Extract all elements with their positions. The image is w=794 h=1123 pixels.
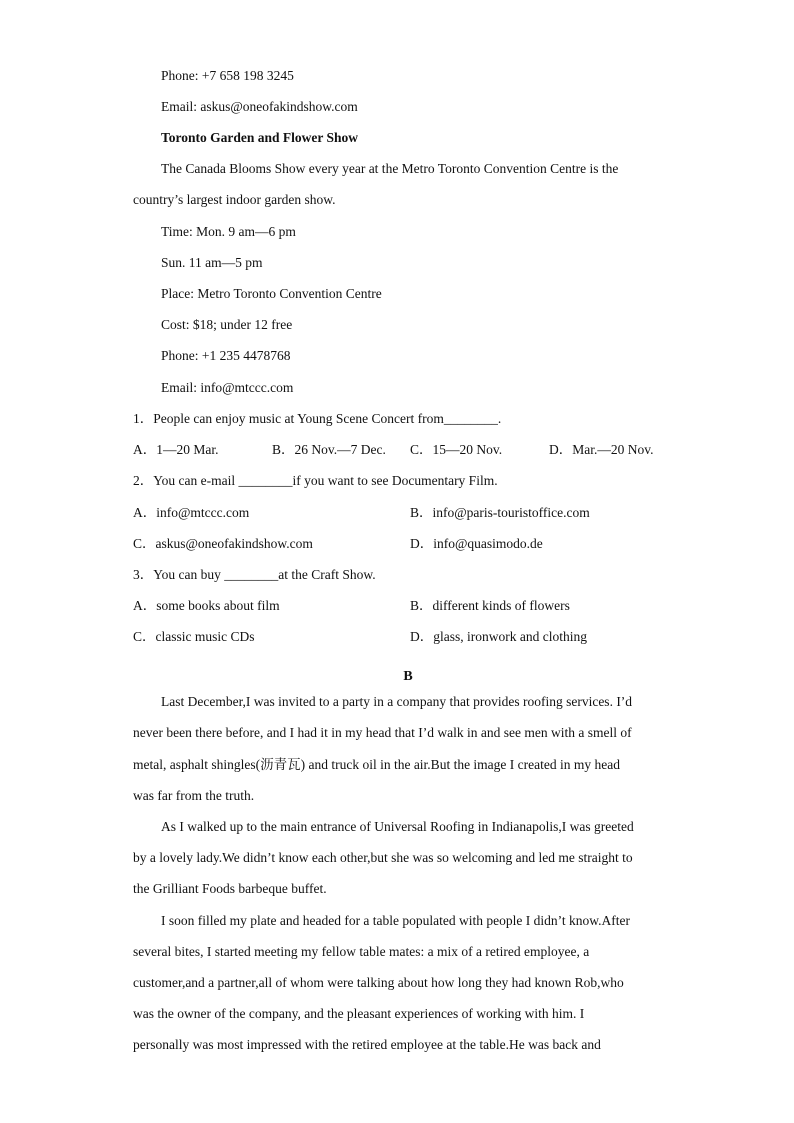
show-cost: Cost: $18; under 12 free xyxy=(161,317,293,332)
option-c: C．classic music CDs xyxy=(133,629,255,644)
paragraph-line: personally was most impressed with the retired employee at the table.He was back and xyxy=(133,1037,601,1052)
show-phone: Phone: +1 235 4478768 xyxy=(161,348,291,363)
option-b: B．different kinds of flowers xyxy=(410,598,570,613)
paragraph-line: The Canada Blooms Show every year at the Metro Toronto Convention Centre is the xyxy=(161,161,619,176)
paragraph-line: metal, asphalt shingles(沥青瓦) and truck oil in the air.But the image I created in my head xyxy=(133,757,620,772)
option-d: D．glass, ironwork and clothing xyxy=(410,629,587,644)
show-time-sunday: Sun. 11 am—5 pm xyxy=(161,255,263,270)
contact-email: Email: askus@oneofakindshow.com xyxy=(161,99,358,114)
show-place: Place: Metro Toronto Convention Centre xyxy=(161,286,382,301)
option-c: C．15—20 Nov. xyxy=(410,442,503,457)
paragraph-line: was far from the truth. xyxy=(133,788,255,803)
contact-phone: Phone: +7 658 198 3245 xyxy=(161,68,294,83)
section-b-title: B xyxy=(403,669,413,684)
show-email: Email: info@mtccc.com xyxy=(161,380,294,395)
option-a: A．info@mtccc.com xyxy=(133,505,250,520)
paragraph-line: several bites, I started meeting my fellow table mates: a mix of a retired employee, a xyxy=(133,944,590,959)
option-c: C．askus@oneofakindshow.com xyxy=(133,536,313,551)
question-stem: 2．You can e-mail ________if you want to see Documentary Film. xyxy=(133,473,498,488)
option-a: A．some books about film xyxy=(133,598,280,613)
option-a: A．1—20 Mar. xyxy=(133,442,219,457)
paragraph-line: I soon filled my plate and headed for a table populated with people I didn’t know.After xyxy=(161,913,630,928)
question-stem: 1．People can enjoy music at Young Scene Concert from________. xyxy=(133,411,502,426)
paragraph-line: by a lovely lady.We didn’t know each other,but she was so welcoming and led me straight to xyxy=(133,850,633,865)
paragraph-line: never been there before, and I had it in my head that I’d walk in and see men with a smell of xyxy=(133,725,632,740)
paragraph-line: As I walked up to the main entrance of Universal Roofing in Indianapolis,I was greeted xyxy=(161,819,634,834)
paragraph-line: customer,and a partner,all of whom were talking about how long they had known Rob,who xyxy=(133,975,624,990)
paragraph-line: the Grilliant Foods barbeque buffet. xyxy=(133,881,327,896)
section-heading: Toronto Garden and Flower Show xyxy=(161,130,359,145)
option-d: D．Mar.—20 Nov. xyxy=(549,442,654,457)
question-stem: 3．You can buy ________at the Craft Show. xyxy=(133,567,376,582)
paragraph-line: was the owner of the company, and the pleasant experiences of working with him. I xyxy=(133,1006,585,1021)
option-b: B．info@paris-touristoffice.com xyxy=(410,505,590,520)
show-time: Time: Mon. 9 am—6 pm xyxy=(161,224,296,239)
paragraph-line: Last December,I was invited to a party in a company that provides roofing services. I’d xyxy=(161,694,633,709)
option-b: B．26 Nov.—7 Dec. xyxy=(272,442,386,457)
paragraph-line: country’s largest indoor garden show. xyxy=(133,192,336,207)
option-d: D．info@quasimodo.de xyxy=(410,536,543,551)
